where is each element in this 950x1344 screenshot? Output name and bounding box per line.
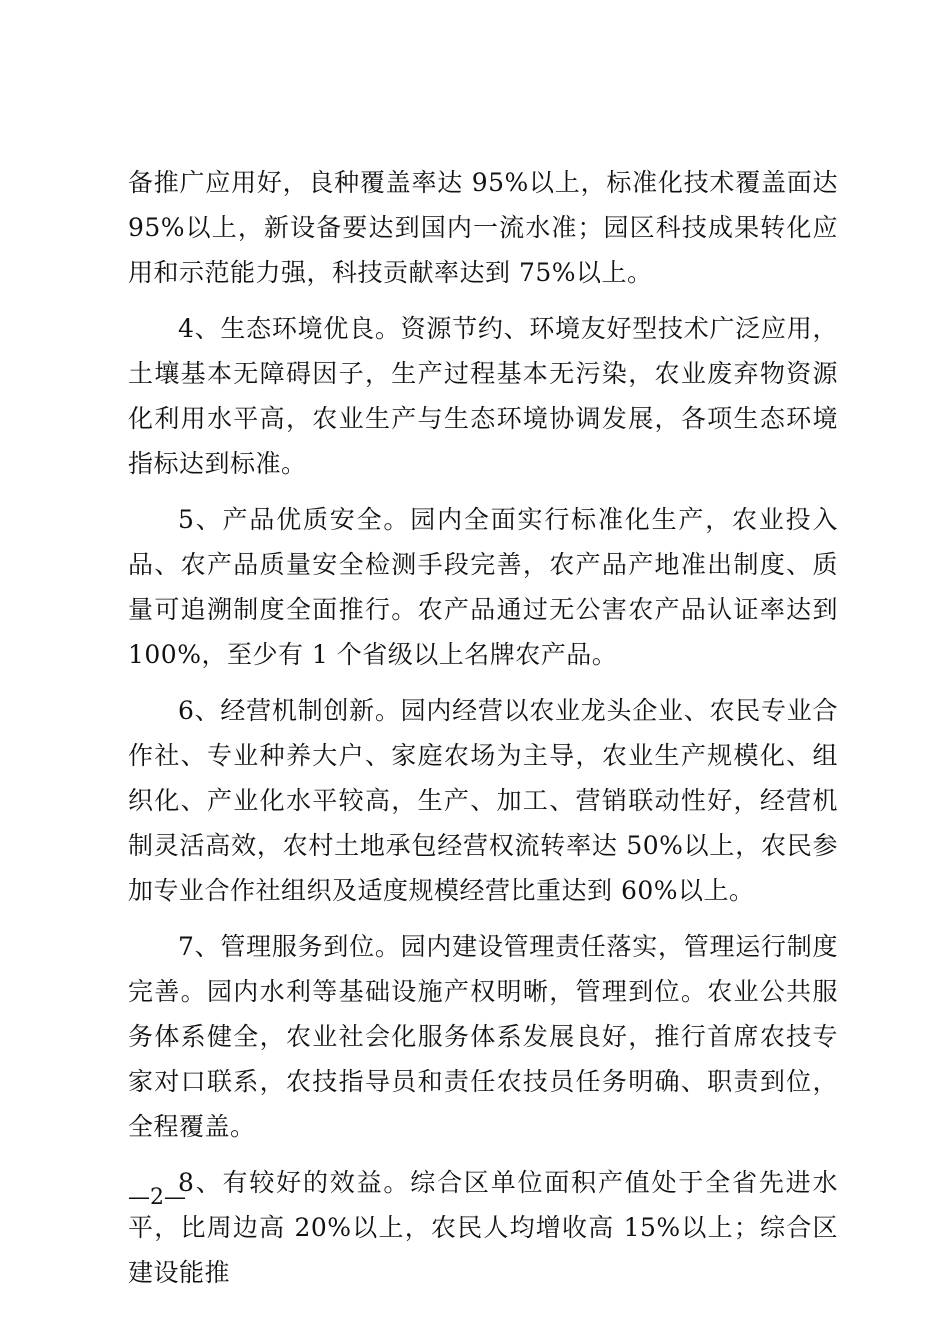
paragraph-1: 备推广应用好，良种覆盖率达 95%以上，标准化技术覆盖面达 95%以上，新设备要达到国内一流水准；园区科技成果转化应用和示范能力强，科技贡献率达到 75%以上。 <box>128 168 838 287</box>
paragraph-2: 4、生态环境优良。资源节约、环境友好型技术广泛应用，土壤基本无障碍因子，生产过程基本无污染，农业废弃物资源化利用水平高，农业生产与生态环境协调发展，各项生态环境指标达到标准。 <box>128 314 838 478</box>
paragraph-5: 7、管理服务到位。园内建设管理责任落实，管理运行制度完善。园内水利等基础设施产权明晰，管理到位。农业公共服务体系健全，农业社会化服务体系发展良好，推行首席农技专家对口联系，农技指导员和责任农技员任务明确、职责到位，全程覆盖。 <box>128 932 838 1141</box>
paragraph-6: 8、有较好的效益。综合区单位面积产值处于全省先进水平，比周边高 20%以上，农民人均增收高 15%以上；综合区建设能推 <box>128 1168 838 1287</box>
page-number: —2— <box>128 1185 186 1210</box>
document-body <box>128 160 838 1306</box>
paragraph-3: 5、产品优质安全。园内全面实行标准化生产，农业投入品、农产品质量安全检测手段完善，农产品产地准出制度、质量可追溯制度全面推行。农产品通过无公害农产品认证率达到 100%，至少有 1 个省级以上名牌农产品。 <box>128 505 838 669</box>
paragraph-4: 6、经营机制创新。园内经营以农业龙头企业、农民专业合作社、专业种养大户、家庭农场为主导，农业生产规模化、组织化、产业化水平较高，生产、加工、营销联动性好，经营机制灵活高效，农村土地承包经营权流转率达 50%以上，农民参加专业合作社组织及适度规模经营比重达到 60%以上。 <box>128 696 838 905</box>
